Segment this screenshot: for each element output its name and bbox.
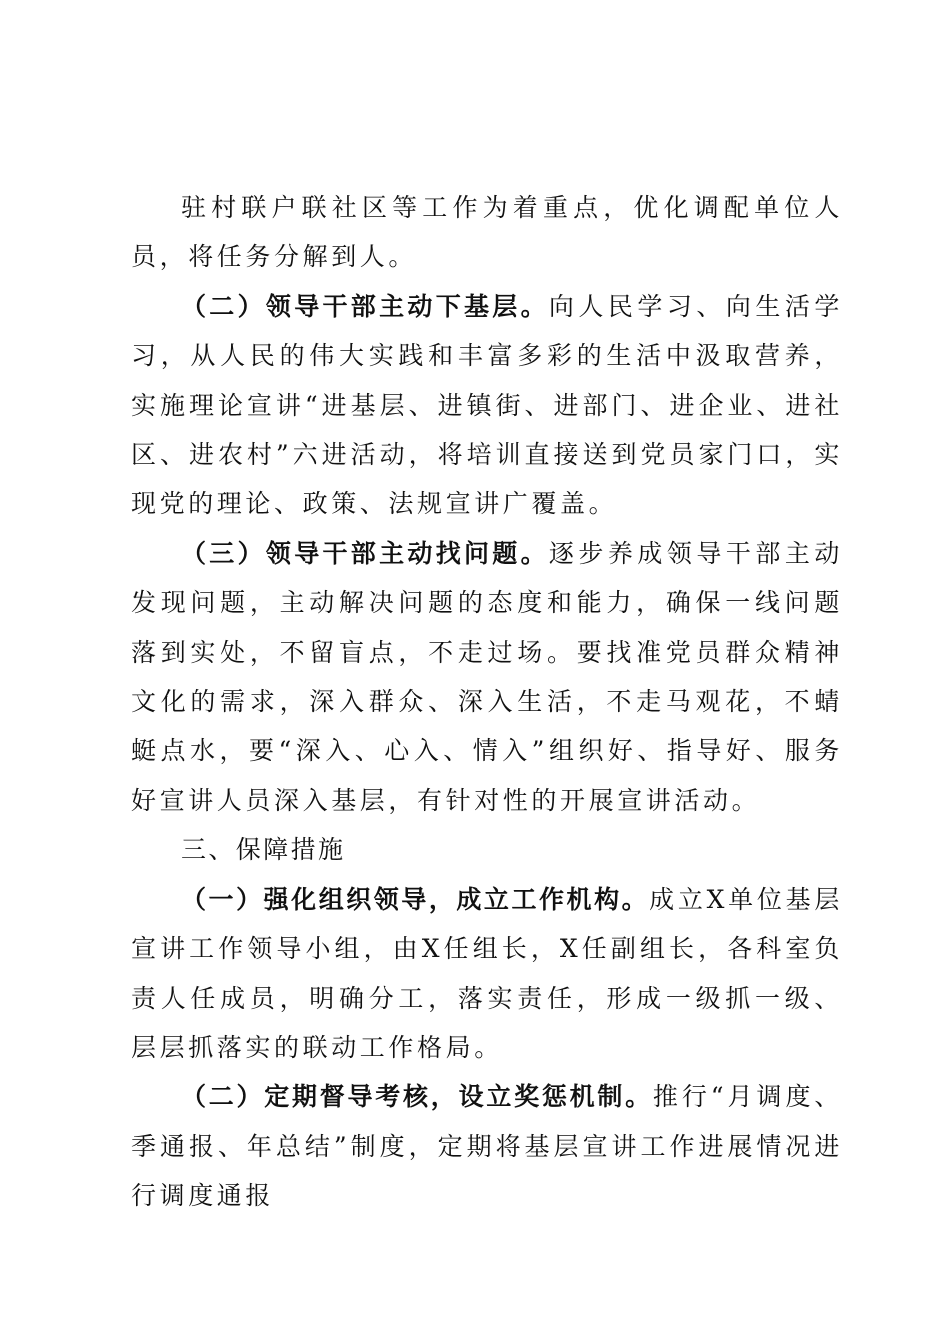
paragraph-text: 逐步养成领导干部主动发现问题，主动解决问题的态度和能力，确保一线问题落到实处，不留盲点，不走过场。要找准党员群众精神文化的需求，深入群众、深入生活，不走马观花，不蜻蜓点水，要“深入、心入、情入”组织好、指导好、服务好宣讲人员深入基层，有针对性的开展宣讲活动。 [131,538,843,815]
paragraph-text: 驻村联户联社区等工作为着重点，优化调配单位人员，将任务分解到人。 [131,193,843,272]
document-body [131,183,843,1221]
section-title: 三、保障措施 [181,835,346,865]
paragraph-continuation [131,183,843,282]
paragraph-heading: （一）强化组织领导，成立工作机构。 [181,884,650,914]
paragraph-organization-leadership [131,875,843,1073]
paragraph-text: 推行“月调度、季通报、年总结”制度，定期将基层宣讲工作进展情况进行调度通报 [131,1082,843,1211]
paragraph-leaders-go-grassroots [131,282,843,529]
paragraph-text: 向人民学习、向生活学习，从人民的伟大实践和丰富多彩的生活中汲取营养，实施理论宣讲“进基层、进镇街、进部门、进企业、进社区、进农村”六进活动，将培训直接送到党员家门口，实现党的理论、政策、法规宣讲广覆盖。 [131,291,843,519]
paragraph-supervision-assessment [131,1072,843,1220]
paragraph-leaders-find-problems [131,529,843,825]
paragraph-heading: （三）领导干部主动找问题。 [181,538,549,568]
paragraph-text: 成立X单位基层宣讲工作领导小组，由X任组长，X任副组长，各科室负责人任成员，明确分工，落实责任，形成一级抓一级、层层抓落实的联动工作格局。 [131,884,844,1062]
paragraph-heading: （二）定期督导考核，设立奖惩机制。 [181,1082,653,1112]
paragraph-heading: （二）领导干部主动下基层。 [181,291,549,321]
